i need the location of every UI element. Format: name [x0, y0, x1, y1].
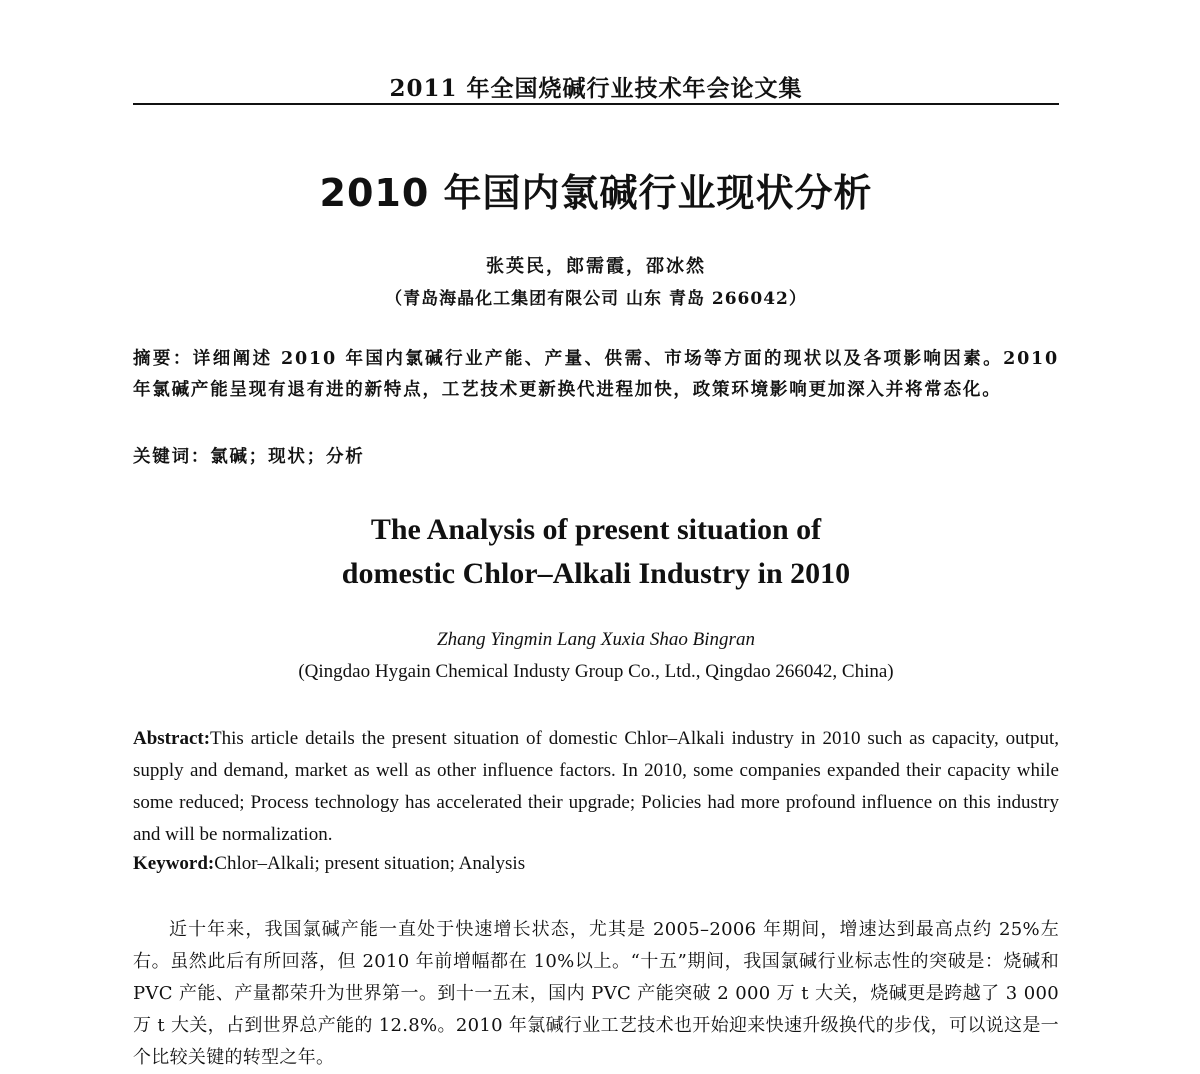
chinese-affiliation: （青岛海晶化工集团有限公司 山东 青岛 266042）	[385, 289, 807, 309]
english-keywords	[133, 853, 1059, 875]
english-abstract-label: Abstract:	[133, 728, 211, 749]
english-authors: Zhang Yingmin Lang Xuxia Shao Bingran	[437, 629, 755, 650]
running-header: 2011 年全国烧碱行业技术年会论文集	[389, 75, 803, 102]
chinese-abstract-text: 详细阐述 2010 年国内氯碱行业产能、产量、供需、市场等方面的现状以及各项影响因素。2010 年氯碱产能呈现有退有进的新特点，工艺技术更新换代进程加快，政策环境影响更加深入并将常态化。	[133, 349, 1059, 400]
chinese-title: 2010 年国内氯碱行业现状分析	[319, 171, 873, 215]
english-affiliation: (Qingdao Hygain Chemical Industy Group Co., Ltd., Qingdao 266042, China)	[298, 661, 894, 682]
chinese-keywords-label: 关键词：	[133, 447, 211, 467]
chinese-authors: 张英民，郎需霞，邵冰然	[486, 256, 706, 277]
body-paragraph: 近十年来，我国氯碱产能一直处于快速增长状态，尤其是 2005–2006 年期间，增速达到最高点约 25%左右。虽然此后有所回落，但 2010 年前增幅都在 10%以上。“十五”期间，我国氯碱行业标志性的突破是：烧碱和 PVC 产能、产量都荣升为世界第一。到十一五末，国内 PVC 产能突破 2 000 万 t 大关，烧碱更是跨越了 3 000 万 t 大关，占到世界总产能的 12.8%。2010 年氯碱行业工艺技术也开始迎来快速升级换代的步伐，可以说这是一个比较关键的转型之年。	[133, 919, 1059, 1068]
english-abstract	[133, 723, 1059, 851]
chinese-abstract	[133, 344, 1059, 406]
header-rule	[133, 103, 1059, 105]
english-keywords-text: Chlor–Alkali; present situation; Analysis	[214, 853, 526, 874]
english-title-line-2: domestic Chlor–Alkali Industry in 2010	[341, 557, 851, 590]
english-keywords-label: Keyword:	[133, 853, 215, 874]
chinese-keywords	[133, 443, 1059, 468]
chinese-abstract-label: 摘要：	[133, 349, 193, 369]
english-abstract-text: This article details the present situation of domestic Chlor–Alkali industry in 2010 such as capacity, output, supply and demand, market as well as other influence factors. In 2010, some companies expanded their capacity while some reduced; Process technology has accelerated their upgrade; Policies had more profound influence on this industry and will be normalization.	[133, 728, 1059, 845]
english-title	[133, 508, 1059, 596]
english-title-line-1: The Analysis of present situation of	[370, 513, 822, 546]
chinese-keywords-text: 氯碱；现状；分析	[210, 447, 365, 467]
